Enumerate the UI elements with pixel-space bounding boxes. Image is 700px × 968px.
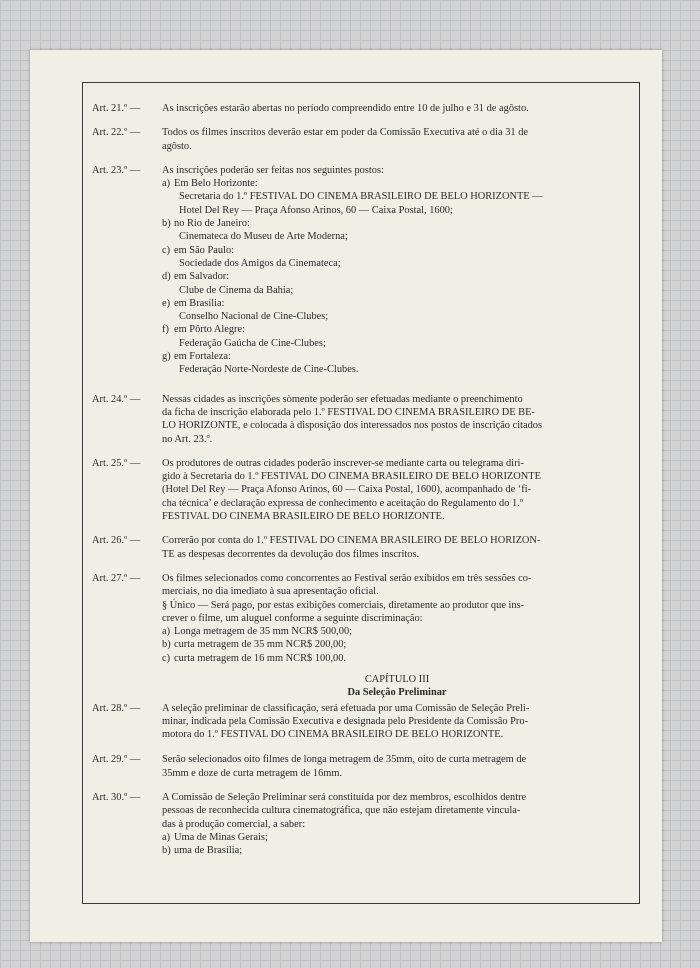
document-sheet [30,50,662,942]
text-line: As inscrições estarão abertas no período compreendido entre 10 de julho e 31 de agôsto. [162,103,529,114]
item-text: Longa metragem de 35 mm NCR$ 500,00; [174,626,353,638]
text-line: Clube de Cinema da Bahia; [179,284,294,296]
article-body [162,702,632,742]
text-line: Cinemateca do Museu de Arte Moderna; [179,231,348,243]
text-line: LO HORIZONTE, e colocada à disposição dos interessados nos postos de inscrição citados [162,420,543,432]
article-body [162,572,632,665]
article-label: Art. 25.º — [92,457,141,469]
text-line: Sociedade dos Amigos da Cinemateca; [179,257,341,269]
item-key: b) [162,845,171,857]
text-line: As inscrições poderão ser feitas nos seguintes postos: [162,164,384,176]
item-text: uma de Brasília; [174,845,243,857]
list-item [162,350,632,363]
item-key: b) [162,639,171,651]
item-key: d) [162,271,171,283]
text-line: TE as despesas decorrentes da devolução dos filmes inscritos. [162,548,420,560]
text-line: § Único — Será pago, por estas exibições comerciais, diretamente ao produtor que ins- [162,599,525,611]
item-text: em Pôrto Alegre: [174,324,245,336]
text-line: Conselho Nacional de Cine-Clubes; [179,311,329,323]
list-item [162,844,632,857]
article-body [162,126,632,153]
text-line: Secretaria do 1.º FESTIVAL DO CINEMA BRASILEIRO DE BELO HORIZONTE — [179,191,543,203]
text-line: pessoas de reconhecida cultura cinematográfica, que não estejam diretamente vincula- [162,805,521,817]
article-label: Art. 29.º — [92,754,141,766]
article-body [162,102,632,115]
article-21 [92,102,632,115]
text-line: crever o filme, um aluguel conforme a seguinte discriminação: [162,612,423,624]
text-line: motora do 1.º FESTIVAL DO CINEMA BRASILEIRO DE BELO HORIZONTE. [162,729,504,741]
article-label: Art. 23.º — [92,164,141,176]
article-24 [92,393,632,446]
article-label: Art. 22.º — [92,127,141,139]
article-25 [92,457,632,523]
list-item [162,297,632,310]
item-text: em Brasília: [174,297,225,309]
item-text: curta metragem de 35 mm NCR$ 200,00; [174,639,347,651]
text-line: Hotel Del Rey — Praça Afonso Arinos, 60 — Caixa Postal, 1600; [179,204,453,216]
article-label: Art. 26.º — [92,535,141,547]
item-key: a) [162,626,171,638]
item-key: f) [162,324,169,336]
text-line: agôsto. [162,140,192,152]
text-line: merciais, no dia imediato à sua apresentação oficial. [162,586,379,598]
chapter-title: Da Seleção Preliminar [347,687,447,699]
text-line: Serão selecionados oito filmes de longa metragem de 35mm, oito de curta metragem de [162,754,527,766]
item-key: a) [162,831,171,843]
item-key: a) [162,178,171,190]
article-body [162,791,632,857]
text-line: Federação Norte-Nordeste de Cine-Clubes. [179,364,359,376]
item-key: c) [162,652,171,664]
list-item [162,217,632,230]
text-line: cha técnica’ e declaração expressa de conhecimento e aceitação do Regulamento do 1.º [162,497,524,509]
article-label: Art. 28.º — [92,702,141,714]
article-body [162,753,632,780]
item-key: b) [162,218,171,230]
list-item [162,625,632,638]
item-key: c) [162,244,171,256]
text-line: Federação Gaúcha de Cine-Clubes; [179,337,326,349]
article-23 [92,164,632,377]
regulation-text [92,102,632,858]
article-label: Art. 27.º — [92,572,141,584]
text-line: A seleção preliminar de classificação, será efetuada por uma Comissão de Seleção Preli- [162,702,530,714]
list-item [162,638,632,651]
article-label: Art. 21.º — [92,103,141,114]
list-item [162,652,632,665]
text-line: das à produção comercial, a saber: [162,818,306,830]
article-body [162,393,632,446]
item-text: Em Belo Horizonte: [174,178,258,190]
text-line: Os produtores de outras cidades poderão inscrever-se mediante carta ou telegrama diri- [162,457,524,469]
text-line: Nessas cidades as inscrições sòmente poderão ser efetuadas mediante o preenchimento [162,393,523,405]
list-item [162,831,632,844]
text-line: no Art. 23.º. [162,433,213,445]
text-line: (Hotel Del Rey — Praça Afonso Arinos, 60 — Caixa Postal, 1600), acompanhado de ‘fi- [162,484,532,496]
item-text: em Fortaleza: [174,351,231,363]
list-item [162,270,632,283]
article-22 [92,126,632,153]
article-27 [92,572,632,665]
article-26 [92,534,632,561]
article-30 [92,791,632,857]
article-label: Art. 30.º — [92,792,141,804]
article-body [162,534,632,561]
text-line: gido à Secretaria do 1.º FESTIVAL DO CINEMA BRASILEIRO DE BELO HORIZONTE [162,471,541,483]
item-text: Uma de Minas Gerais; [174,831,268,843]
item-text: em Salvador: [174,271,230,283]
article-body [162,164,632,377]
article-body [162,457,632,523]
text-line: FESTIVAL DO CINEMA BRASILEIRO DE BELO HORIZONTE. [162,511,445,523]
item-text: no Rio de Janeiro: [174,218,250,230]
article-label: Art. 24.º — [92,393,141,405]
text-line: Correrão por conta do 1.º FESTIVAL DO CINEMA BRASILEIRO DE BELO HORIZON- [162,535,541,547]
text-line: da ficha de inscrição elaborada pelo 1.º FESTIVAL DO CINEMA BRASILEIRO DE BE- [162,406,535,418]
text-line: minar, indicada pela Comissão Executiva e designada pelo Presidente da Comissão Pro- [162,715,529,727]
list-item [162,244,632,257]
article-28 [92,702,632,742]
list-item [162,177,632,190]
list-item [162,323,632,336]
item-key: e) [162,297,171,309]
text-line: Todos os filmes inscritos deverão estar em poder da Comissão Executiva até o dia 31 de [162,127,529,139]
article-29 [92,753,632,780]
chapter-number: CAPÍTULO III [364,673,430,685]
text-line: Os filmes selecionados como concorrentes ao Festival serão exibidos em três sessões co- [162,572,532,584]
item-text: em São Paulo: [174,244,235,256]
item-text: curta metragem de 16 mm NCR$ 100,00. [174,652,346,664]
item-key: g) [162,351,171,363]
text-line: A Comissão de Seleção Preliminar será constituída por dez membros, escolhidos dentre [162,792,527,804]
text-line: 35mm e doze de curta metragem de 16mm. [162,767,343,779]
